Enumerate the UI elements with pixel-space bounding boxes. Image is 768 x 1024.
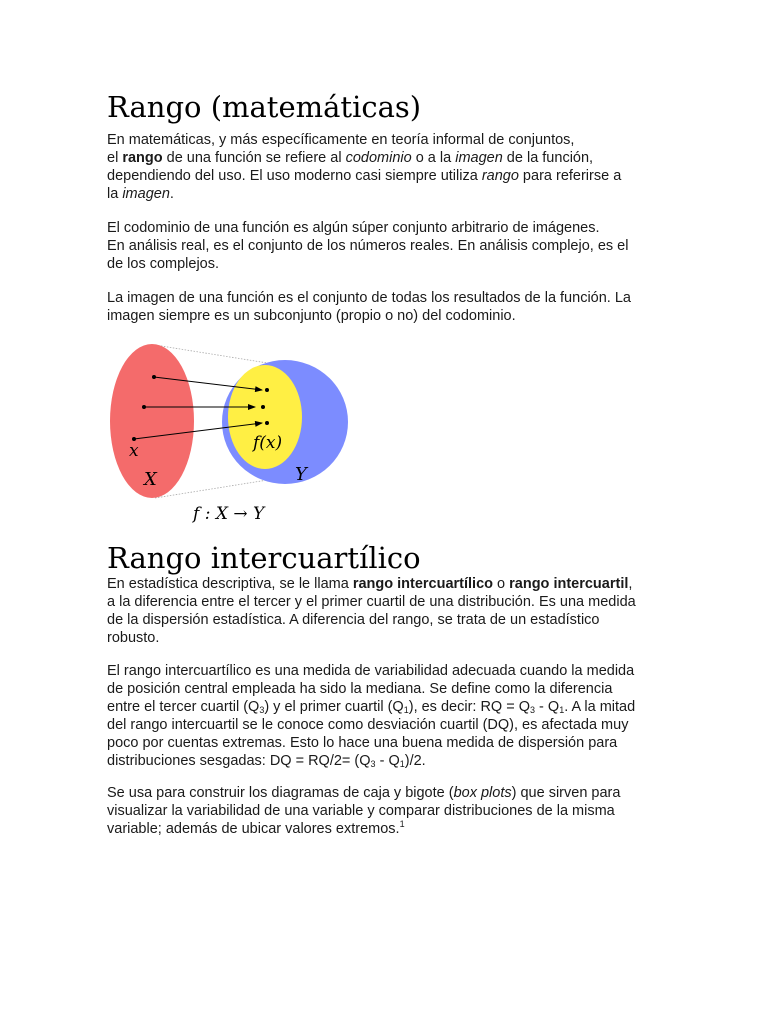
diagram-caption: f : X → Y <box>193 504 265 524</box>
text-line: distribuciones sesgadas: DQ = $RQ/2= (Q_3 - Q_1)/2$. <box>107 753 426 770</box>
text-line: de posición central empleada ha sido la mediana. Se define como la diferencia <box>107 681 613 698</box>
italic-term: imagen <box>455 150 503 167</box>
italic-term: codominio <box>345 150 412 167</box>
bold-term: rango <box>122 150 163 167</box>
text-line: del rango intercuartil se le conoce como desviación cuartil (DQ), es afectada muy <box>107 717 629 734</box>
domain-point <box>142 405 146 409</box>
label-codomain-Y: Y <box>295 464 307 485</box>
italic-term: rango <box>481 168 519 185</box>
text-line: Se usa para construir los diagramas de caja y bigote (box plots) que sirven para <box>107 785 621 801</box>
text-line: entre el tercer cuartil $(Q_3)$ y el primer cuartil $(Q_1)$, es decir: RQ = $Q_3 - Q_1$. A la mitad <box>107 699 636 716</box>
text-line: El codominio de una función es algún súper conjunto arbitrario de imágenes. <box>107 220 600 236</box>
bold-term: rango intercuartil <box>509 576 629 592</box>
paragraph-iqr-definition <box>107 575 667 647</box>
footnote-reference[interactable]: 1 <box>399 819 405 830</box>
text-line: dependiendo del uso. El uso moderno casi siempre utiliza rango para referirse a <box>107 168 622 185</box>
image-set <box>228 365 302 469</box>
text-line: El rango intercuartílico es una medida de variabilidad adecuada cuando la medida <box>107 663 635 679</box>
paragraph-imagen <box>107 289 667 325</box>
text-line: de los complejos. <box>107 256 220 273</box>
bold-term: rango intercuartílico <box>352 576 494 592</box>
text-line: En estadística descriptiva, se le llama rango intercuartílico o rango intercuartil, <box>107 576 633 592</box>
image-point <box>265 421 269 425</box>
label-fx: f(x) <box>253 433 283 453</box>
domain-point <box>152 375 156 379</box>
text-line: En análisis real, es el conjunto de los números reales. En análisis complejo, es el <box>107 238 629 255</box>
text-line: visualizar la variabilidad de una variable y comparar distribuciones de la misma <box>107 803 615 820</box>
text-line: La imagen de una función es el conjunto de todas los resultados de la función. La <box>107 290 631 306</box>
label-x-element: x <box>129 441 139 461</box>
image-point <box>265 388 269 392</box>
text-line: el rango de una función se refiere al codominio o a la imagen de la función, <box>107 150 594 167</box>
text-line: la imagen. <box>107 186 174 203</box>
function-diagram <box>100 335 370 530</box>
paragraph-box-plots <box>107 784 667 838</box>
paragraph-iqr-measure <box>107 662 667 771</box>
section-title-rango: Rango (matemáticas) <box>107 90 422 124</box>
text-line: variable; además de ubicar valores extremos.$^1$ <box>107 819 405 838</box>
section-title-rango-intercuartilico: Rango intercuartílico <box>107 541 421 575</box>
text-line: de la dispersión estadística. A diferencia del rango, se trata de un estadístico <box>107 612 600 629</box>
text-line: En matemáticas, y más específicamente en teoría informal de conjuntos, <box>107 132 575 148</box>
image-point <box>261 405 265 409</box>
text-line: robusto. <box>107 630 160 647</box>
text-line: a la diferencia entre el tercer y el primer cuartil de una distribución. Es una medida <box>107 594 636 611</box>
text-line: imagen siempre es un subconjunto (propio o no) del codominio. <box>107 308 516 325</box>
label-domain-X: X <box>144 469 157 490</box>
italic-term: imagen <box>122 186 170 203</box>
paragraph-rango-definition <box>107 131 667 203</box>
paragraph-codominio <box>107 219 667 273</box>
text-line: poco por cuentas extremas. Esto lo hace una buena medida de dispersión para <box>107 735 618 752</box>
italic-term: box plots <box>453 785 512 801</box>
